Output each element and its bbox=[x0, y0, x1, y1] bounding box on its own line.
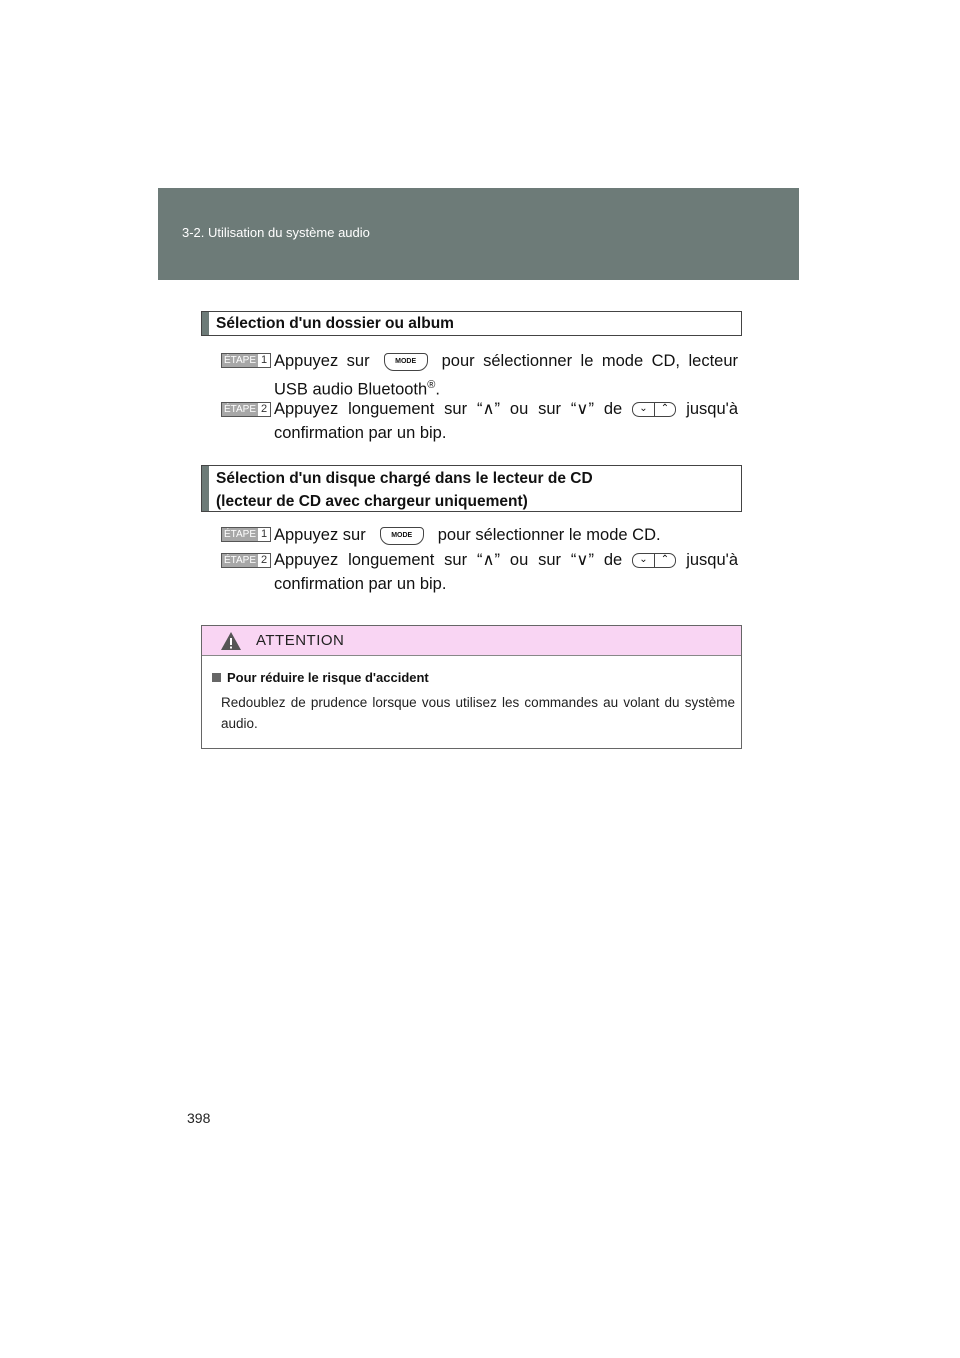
heading-accent-bar bbox=[202, 466, 209, 511]
step-label: ÉTAPE bbox=[223, 555, 257, 566]
step-label: ÉTAPE bbox=[223, 355, 257, 366]
warning-heading-text: Pour réduire le risque d'accident bbox=[227, 670, 429, 685]
chevron-down-icon: ⌄ bbox=[639, 403, 648, 415]
warning-subheading bbox=[212, 670, 429, 685]
registered-mark: ® bbox=[427, 379, 436, 391]
step-text-part: Appuyez longuement sur “∧” ou sur “∨” de bbox=[274, 400, 623, 418]
chevron-down-icon: ⌄ bbox=[639, 554, 648, 566]
step-text-part: . bbox=[435, 380, 440, 399]
step-number: 2 bbox=[258, 403, 270, 416]
step-text bbox=[274, 523, 738, 547]
step-text-part: pour sélectionner le mode CD, lecteur USB audio Bluetooth bbox=[274, 352, 738, 399]
step-text bbox=[274, 397, 738, 445]
step-text-part: Appuyez longuement sur “∧” ou sur “∨” de bbox=[274, 551, 623, 569]
step-text-part: pour sélectionner le mode CD. bbox=[437, 526, 661, 544]
step-label: ÉTAPE bbox=[223, 529, 257, 540]
step-number: 1 bbox=[258, 354, 270, 367]
step-label: ÉTAPE bbox=[223, 404, 257, 415]
page-number: 398 bbox=[187, 1110, 211, 1126]
step-number: 2 bbox=[258, 554, 270, 567]
step-text-part: Appuyez sur bbox=[274, 352, 370, 370]
step-number: 1 bbox=[258, 528, 270, 541]
step-badge bbox=[221, 553, 271, 568]
seek-up-down-button-icon bbox=[632, 402, 676, 417]
seek-up-down-button-icon bbox=[632, 553, 676, 568]
section-heading-disc bbox=[201, 465, 742, 512]
step-badge bbox=[221, 402, 271, 417]
step-badge bbox=[221, 527, 271, 542]
warning-triangle-icon bbox=[220, 631, 242, 651]
step-text-part: jusqu'à confirmation par un bip. bbox=[274, 400, 738, 442]
section-title-line1: Sélection d'un disque chargé dans le lecteur de CD bbox=[216, 470, 593, 487]
section-title: Sélection d'un dossier ou album bbox=[216, 315, 454, 332]
mode-button-icon: MODE bbox=[380, 527, 424, 545]
chevron-up-icon: ⌃ bbox=[654, 554, 676, 567]
section-heading-folder bbox=[201, 311, 742, 336]
warning-header bbox=[202, 626, 741, 656]
chevron-up-icon: ⌃ bbox=[654, 403, 676, 416]
warning-body: Redoublez de prudence lorsque vous utilisez les commandes au volant du système audio. bbox=[221, 695, 735, 731]
warning-box bbox=[201, 625, 742, 749]
step-text-part: jusqu'à confirmation par un bip. bbox=[274, 551, 738, 593]
header-band bbox=[158, 188, 799, 280]
step-text-part: Appuyez sur bbox=[274, 526, 366, 544]
step-badge bbox=[221, 353, 271, 368]
bullet-square-icon bbox=[212, 673, 221, 682]
step-text bbox=[274, 548, 738, 596]
step-text bbox=[274, 349, 738, 402]
section-breadcrumb: 3-2. Utilisation du système audio bbox=[182, 225, 370, 240]
mode-button-icon: MODE bbox=[384, 353, 428, 371]
heading-accent-bar bbox=[202, 312, 209, 335]
warning-title: ATTENTION bbox=[256, 632, 345, 649]
section-title-line2: (lecteur de CD avec chargeur uniquement) bbox=[216, 493, 528, 510]
